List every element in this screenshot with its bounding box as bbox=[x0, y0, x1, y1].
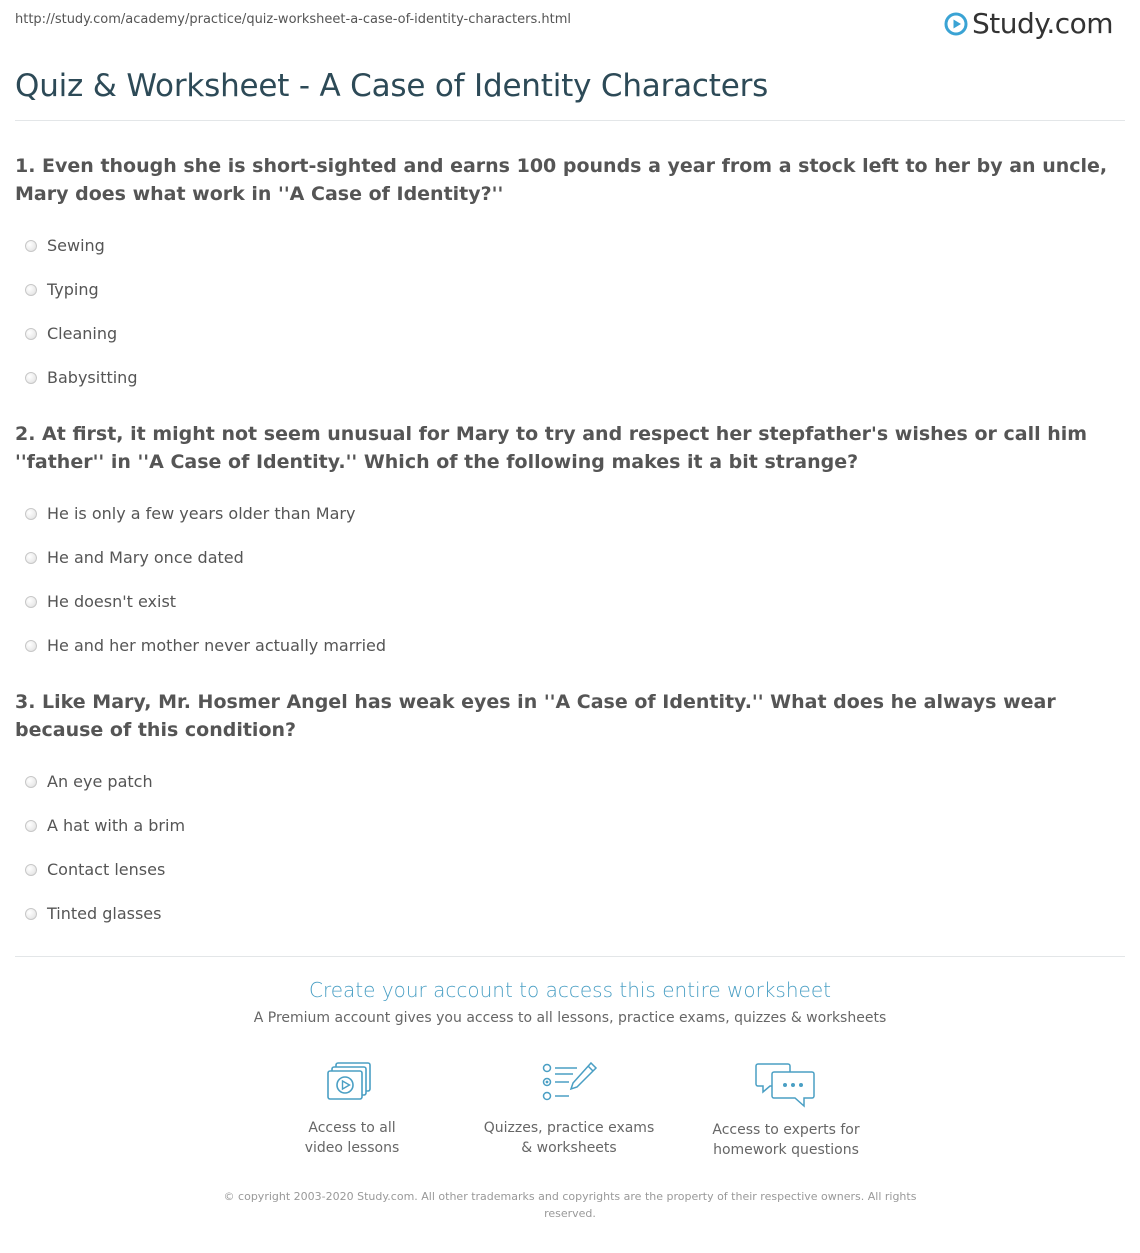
question-text: 2. At first, it might not seem unusual for Mary to try and respect her stepfather's wishes or call him ''father'' in ''A Case of Identity.'' Which of the following makes it a bit strange? bbox=[15, 423, 1088, 473]
logo-text: Study.com bbox=[972, 7, 1114, 40]
question-text: 3. Like Mary, Mr. Hosmer Angel has weak eyes in ''A Case of Identity.'' What does he always wear because of this condition? bbox=[15, 691, 1056, 741]
answer-option[interactable] bbox=[15, 760, 1125, 804]
answer-label: Babysitting bbox=[47, 368, 138, 387]
answer-option[interactable] bbox=[15, 848, 1125, 892]
answer-option[interactable] bbox=[15, 312, 1125, 356]
answer-label: He and her mother never actually married bbox=[47, 636, 387, 655]
quiz-checklist-icon bbox=[539, 1060, 599, 1110]
answer-option[interactable] bbox=[15, 804, 1125, 848]
chat-bubbles-icon bbox=[754, 1060, 818, 1112]
feature-line: & worksheets bbox=[521, 1140, 617, 1156]
play-circle-icon bbox=[944, 12, 968, 36]
cta-subtitle: A Premium account gives you access to all lessons, practice exams, quizzes & worksheets bbox=[253, 1010, 887, 1026]
feature-line: Access to all bbox=[308, 1120, 396, 1136]
answer-label: A hat with a brim bbox=[47, 816, 186, 835]
question-3 bbox=[15, 688, 1125, 936]
answer-option[interactable] bbox=[15, 224, 1125, 268]
radio-button[interactable] bbox=[25, 908, 37, 920]
cta-title[interactable]: Create your account to access this entire worksheet bbox=[309, 978, 831, 1002]
answer-label: He is only a few years older than Mary bbox=[47, 504, 356, 523]
radio-button[interactable] bbox=[25, 284, 37, 296]
feature-line: Quizzes, practice exams bbox=[483, 1120, 655, 1136]
divider bbox=[15, 956, 1125, 957]
radio-button[interactable] bbox=[25, 820, 37, 832]
answer-option[interactable] bbox=[15, 892, 1125, 936]
answer-label: Cleaning bbox=[47, 324, 118, 343]
answer-option[interactable] bbox=[15, 536, 1125, 580]
radio-button[interactable] bbox=[25, 508, 37, 520]
answer-option[interactable] bbox=[15, 492, 1125, 536]
feature-quizzes bbox=[459, 1060, 679, 1158]
answer-label: An eye patch bbox=[47, 772, 153, 791]
answer-options bbox=[15, 492, 1125, 668]
answer-option[interactable] bbox=[15, 624, 1125, 668]
radio-button[interactable] bbox=[25, 864, 37, 876]
feature-line: Access to experts for bbox=[712, 1122, 860, 1138]
answer-option[interactable] bbox=[15, 356, 1125, 400]
radio-button[interactable] bbox=[25, 372, 37, 384]
feature-video-lessons bbox=[242, 1060, 462, 1158]
page-title: Quiz & Worksheet - A Case of Identity Characters bbox=[15, 68, 769, 104]
radio-button[interactable] bbox=[25, 552, 37, 564]
answer-label: He doesn't exist bbox=[47, 592, 177, 611]
feature-line: homework questions bbox=[713, 1142, 859, 1158]
radio-button[interactable] bbox=[25, 776, 37, 788]
answer-options bbox=[15, 760, 1125, 936]
radio-button[interactable] bbox=[25, 596, 37, 608]
radio-button[interactable] bbox=[25, 240, 37, 252]
answer-label: Sewing bbox=[47, 236, 105, 255]
radio-button[interactable] bbox=[25, 640, 37, 652]
video-lessons-icon bbox=[322, 1060, 382, 1110]
answer-options bbox=[15, 224, 1125, 400]
question-text: 1. Even though she is short-sighted and earns 100 pounds a year from a stock left to her by an uncle, Mary does what work in ''A Case of Identity?'' bbox=[15, 155, 1108, 205]
divider bbox=[15, 120, 1125, 121]
answer-label: Typing bbox=[47, 280, 99, 299]
study-logo[interactable] bbox=[944, 8, 1113, 40]
answer-label: Contact lenses bbox=[47, 860, 166, 879]
answer-label: He and Mary once dated bbox=[47, 548, 244, 567]
radio-button[interactable] bbox=[25, 328, 37, 340]
feature-experts bbox=[676, 1060, 896, 1160]
answer-label: Tinted glasses bbox=[47, 904, 162, 923]
feature-line: video lessons bbox=[304, 1140, 400, 1156]
question-2 bbox=[15, 420, 1125, 668]
page-url: http://study.com/academy/practice/quiz-worksheet-a-case-of-identity-characters.html bbox=[15, 12, 572, 27]
copyright-notice: © copyright 2003-2020 Study.com. All other trademarks and copyrights are the property of their respective owners. All rights reserved. bbox=[223, 1190, 917, 1220]
answer-option[interactable] bbox=[15, 580, 1125, 624]
question-1 bbox=[15, 152, 1125, 400]
answer-option[interactable] bbox=[15, 268, 1125, 312]
